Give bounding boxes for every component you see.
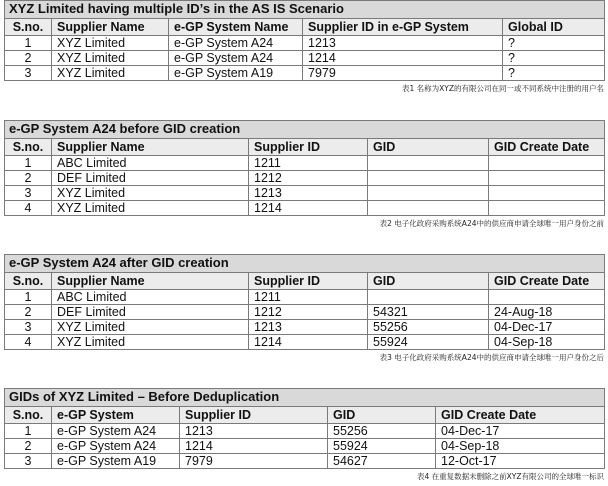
- cell-supplier-name: DEF Limited: [52, 170, 249, 185]
- column-header: S.no.: [5, 138, 52, 155]
- table-4-block: [4, 388, 604, 482]
- cell-gid-date: 04-Dec-17: [436, 423, 605, 438]
- cell-supplier-name: XYZ Limited: [52, 65, 169, 80]
- table-row: [5, 35, 605, 50]
- table-caption: 表4 在重复数据未删除之前XYZ有限公司的全球唯一标识: [416, 471, 604, 481]
- cell-supplier-id: 1213: [249, 185, 368, 200]
- cell-supplier-name: XYZ Limited: [52, 185, 249, 200]
- cell-supplier-id: 1213: [249, 319, 368, 334]
- column-header: e-GP System: [52, 406, 180, 423]
- table-row: [5, 319, 605, 334]
- cell-gid: [368, 155, 489, 170]
- table-row: [5, 155, 605, 170]
- cell-supplier-name: ABC Limited: [52, 155, 249, 170]
- before-dedup-table: [4, 388, 605, 469]
- cell-sno: 4: [5, 334, 52, 349]
- cell-gid: 55256: [368, 319, 489, 334]
- cell-supplier-id: 7979: [180, 453, 328, 468]
- cell-supplier-id: 1214: [303, 50, 503, 65]
- cell-gid-date: [489, 200, 605, 215]
- cell-sno: 3: [5, 65, 52, 80]
- cell-global-id: ?: [503, 35, 605, 50]
- cell-system: e-GP System A19: [52, 453, 180, 468]
- table-caption: 表1 名称为XYZ的有限公司在同一或不同系统中注册的用户名: [401, 83, 604, 93]
- cell-system: e-GP System A24: [52, 423, 180, 438]
- cell-supplier-name: ABC Limited: [52, 289, 249, 304]
- column-header: GID Create Date: [436, 406, 605, 423]
- table-row: [5, 200, 605, 215]
- cell-supplier-name: DEF Limited: [52, 304, 249, 319]
- table-row: [5, 185, 605, 200]
- cell-supplier-id: 7979: [303, 65, 503, 80]
- cell-supplier-id: 1212: [249, 304, 368, 319]
- cell-gid-date: 24-Aug-18: [489, 304, 605, 319]
- column-header: Supplier Name: [52, 138, 249, 155]
- cell-sno: 3: [5, 319, 52, 334]
- cell-sno: 2: [5, 438, 52, 453]
- column-header: S.no.: [5, 18, 52, 35]
- column-header: Global ID: [503, 18, 605, 35]
- table-2-block: [4, 120, 604, 229]
- cell-system: e-GP System A19: [169, 65, 303, 80]
- cell-supplier-id: 1214: [249, 200, 368, 215]
- cell-supplier-name: XYZ Limited: [52, 200, 249, 215]
- before-gid-table: [4, 120, 605, 216]
- column-header: S.no.: [5, 272, 52, 289]
- table-title: e-GP System A24 before GID creation: [5, 121, 605, 139]
- cell-sno: 2: [5, 304, 52, 319]
- table-row: [5, 50, 605, 65]
- cell-gid: 55924: [368, 334, 489, 349]
- cell-supplier-id: 1211: [249, 289, 368, 304]
- table-caption: 表2 电子化政府采购系统A24中的供应商申请全球唯一用户身份之前: [379, 218, 604, 228]
- column-header: Supplier ID: [180, 406, 328, 423]
- cell-system: e-GP System A24: [169, 35, 303, 50]
- cell-gid-date: 04-Sep-18: [489, 334, 605, 349]
- cell-sno: 2: [5, 170, 52, 185]
- table-row: [5, 334, 605, 349]
- cell-supplier-id: 1213: [180, 423, 328, 438]
- cell-gid-date: 04-Dec-17: [489, 319, 605, 334]
- cell-sno: 1: [5, 423, 52, 438]
- table-row: [5, 170, 605, 185]
- column-header: Supplier ID: [249, 272, 368, 289]
- cell-supplier-id: 1212: [249, 170, 368, 185]
- cell-supplier-name: XYZ Limited: [52, 35, 169, 50]
- cell-sno: 1: [5, 289, 52, 304]
- cell-sno: 4: [5, 200, 52, 215]
- cell-supplier-id: 1214: [249, 334, 368, 349]
- multiple-ids-table: [4, 0, 605, 81]
- cell-gid-date: [489, 170, 605, 185]
- column-header: GID Create Date: [489, 272, 605, 289]
- cell-gid: [368, 170, 489, 185]
- table-row: [5, 438, 605, 453]
- table-row: [5, 423, 605, 438]
- cell-sno: 2: [5, 50, 52, 65]
- table-title: GIDs of XYZ Limited – Before Deduplication: [5, 389, 605, 407]
- after-gid-table: [4, 254, 605, 350]
- column-header: Supplier Name: [52, 18, 169, 35]
- table-row: [5, 453, 605, 468]
- cell-gid-date: 04-Sep-18: [436, 438, 605, 453]
- cell-supplier-id: 1214: [180, 438, 328, 453]
- table-row: [5, 65, 605, 80]
- cell-gid: [368, 200, 489, 215]
- cell-supplier-name: XYZ Limited: [52, 50, 169, 65]
- cell-supplier-id: 1211: [249, 155, 368, 170]
- cell-gid: 55924: [328, 438, 436, 453]
- cell-gid: [368, 185, 489, 200]
- cell-supplier-name: XYZ Limited: [52, 334, 249, 349]
- cell-global-id: ?: [503, 65, 605, 80]
- cell-sno: 1: [5, 35, 52, 50]
- column-header: GID: [368, 272, 489, 289]
- cell-gid-date: [489, 155, 605, 170]
- cell-gid-date: [489, 185, 605, 200]
- cell-sno: 1: [5, 155, 52, 170]
- cell-system: e-GP System A24: [169, 50, 303, 65]
- cell-sno: 3: [5, 185, 52, 200]
- table-row: [5, 289, 605, 304]
- column-header: Supplier Name: [52, 272, 249, 289]
- cell-gid: [368, 289, 489, 304]
- cell-global-id: ?: [503, 50, 605, 65]
- column-header: Supplier ID in e-GP System: [303, 18, 503, 35]
- cell-gid-date: [489, 289, 605, 304]
- table-1-block: [4, 0, 604, 94]
- table-3-block: [4, 254, 604, 363]
- cell-system: e-GP System A24: [52, 438, 180, 453]
- column-header: GID Create Date: [489, 138, 605, 155]
- table-caption: 表3 电子化政府采购系统A24中的供应商申请全球唯一用户身份之后: [379, 352, 604, 362]
- column-header: GID: [328, 406, 436, 423]
- cell-sno: 3: [5, 453, 52, 468]
- cell-gid: 55256: [328, 423, 436, 438]
- column-header: e-GP System Name: [169, 18, 303, 35]
- cell-gid: 54627: [328, 453, 436, 468]
- cell-gid: 54321: [368, 304, 489, 319]
- table-title: XYZ Limited having multiple ID’s in the AS IS Scenario: [5, 1, 605, 19]
- cell-gid-date: 12-Oct-17: [436, 453, 605, 468]
- cell-supplier-name: XYZ Limited: [52, 319, 249, 334]
- column-header: S.no.: [5, 406, 52, 423]
- table-row: [5, 304, 605, 319]
- table-title: e-GP System A24 after GID creation: [5, 255, 605, 273]
- cell-supplier-id: 1213: [303, 35, 503, 50]
- column-header: Supplier ID: [249, 138, 368, 155]
- column-header: GID: [368, 138, 489, 155]
